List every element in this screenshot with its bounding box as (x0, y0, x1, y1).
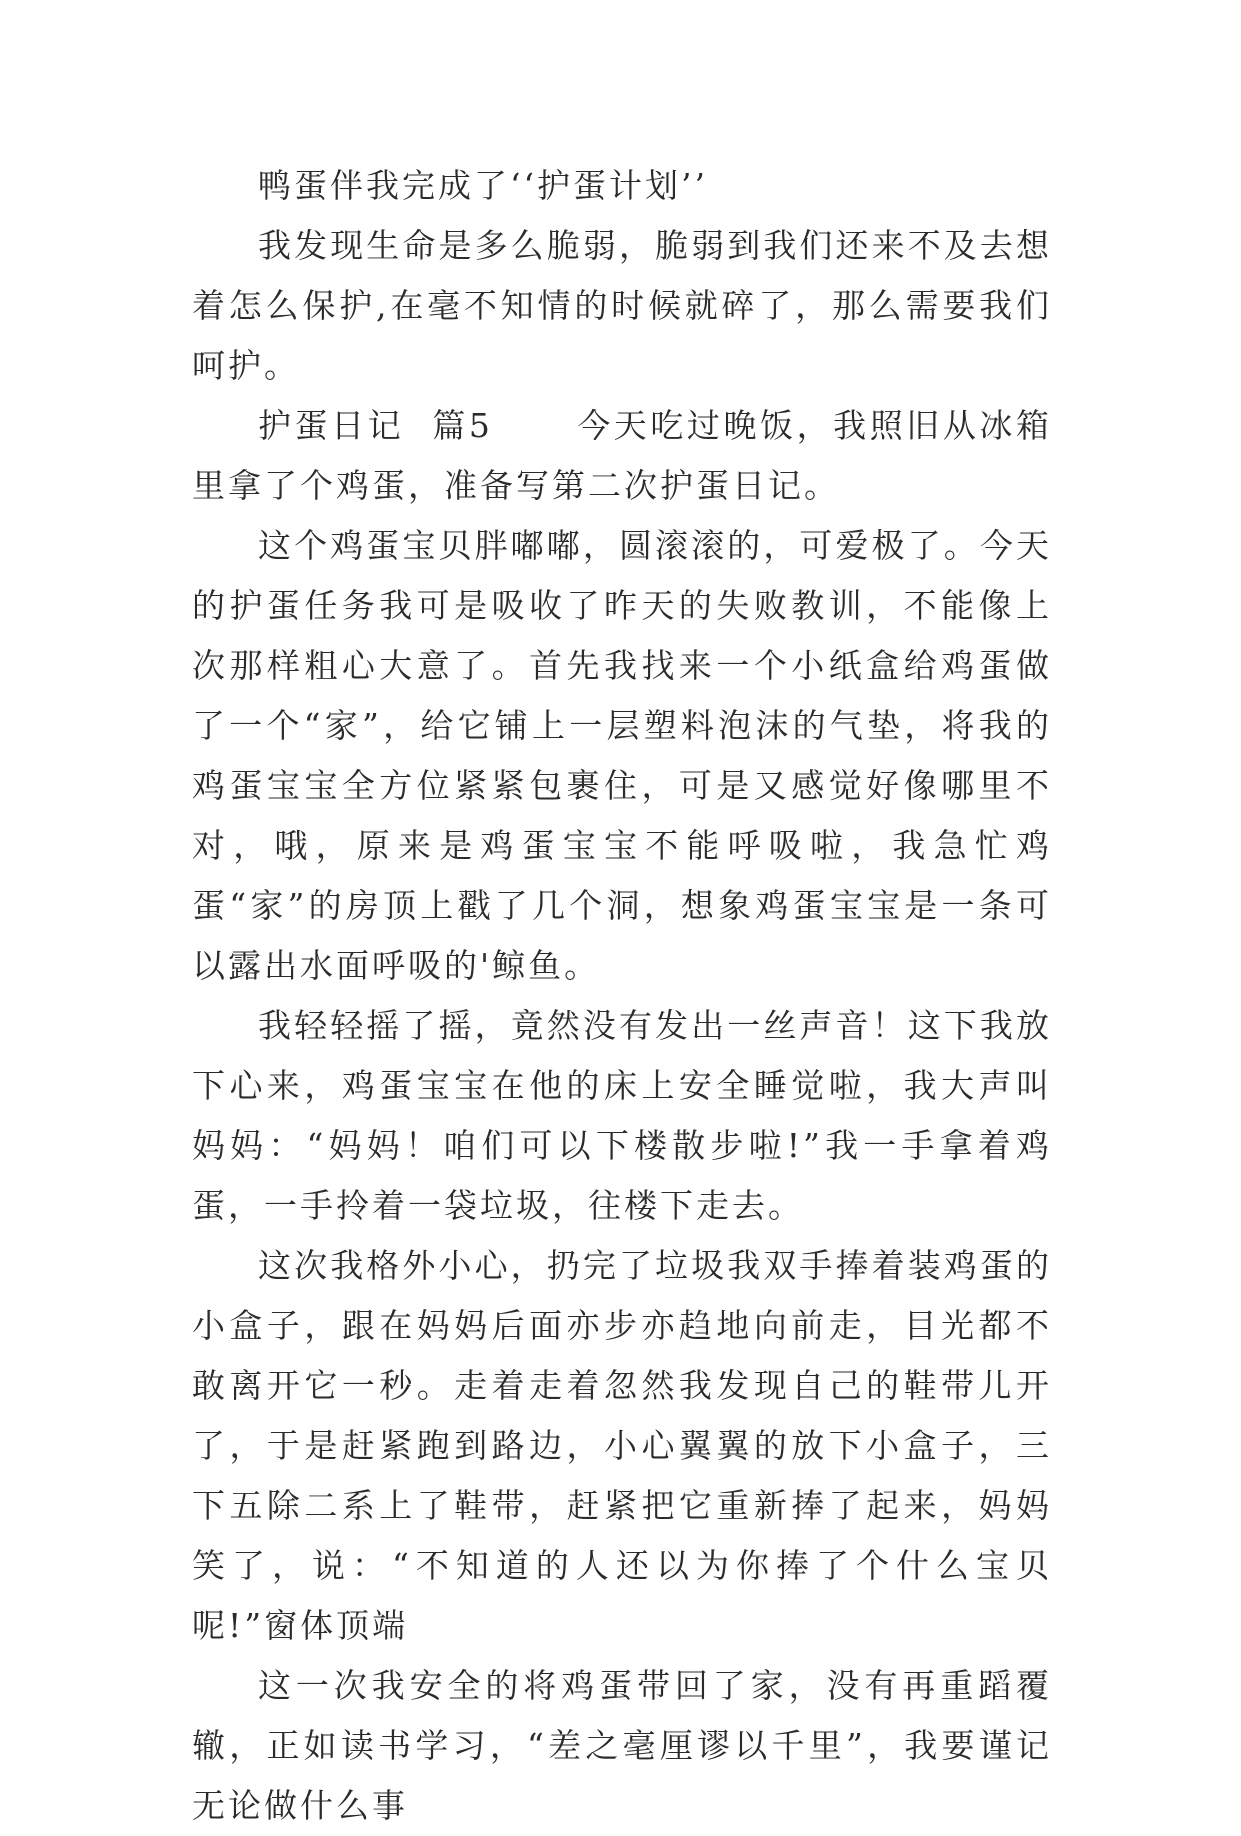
document-body (192, 156, 1052, 1836)
paragraph-safe-return: 这一次我安全的将鸡蛋带回了家，没有再重蹈覆辙，正如读书学习，“差之毫厘谬以千里”，我要谨记无论做什么事 (192, 1666, 1052, 1825)
paragraph-egg-home: 这个鸡蛋宝贝胖嘟嘟，圆滚滚的，可爱极了。今天的护蛋任务我可是吸收了昨天的失败教训，不能像上次那样粗心大意了。首先我找来一个小纸盒给鸡蛋做了一个“家”，给它铺上一层塑料泡沫的气垫，将我的鸡蛋宝宝全方位紧紧包裹住，可是又感觉好像哪里不对，哦，原来是鸡蛋宝宝不能呼吸啦，我急忙鸡蛋“家”的房顶上戳了几个洞，想象鸡蛋宝宝是一条可以露出水面呼吸的'鲸鱼。 (192, 526, 1052, 985)
paragraph-diary-heading: 护蛋日记 篇5 今天吃过晚饭，我照旧从冰箱里拿了个鸡蛋，准备写第二次护蛋日记。 (192, 406, 1052, 505)
paragraph-title-line: 鸭蛋伴我完成了‘‘护蛋计划’’ (258, 166, 708, 205)
paragraph-life-fragile: 我发现生命是多么脆弱，脆弱到我们还来不及去想着怎么保护,在毫不知情的时候就碎了，那么需要我们呵护。 (192, 226, 1052, 385)
paragraph-shake-egg: 我轻轻摇了摇，竟然没有发出一丝声音！这下我放下心来，鸡蛋宝宝在他的床上安全睡觉啦，我大声叫妈妈：“妈妈！咱们可以下楼散步啦!”我一手拿着鸡蛋，一手拎着一袋垃圾，往楼下走去。 (192, 1006, 1052, 1225)
paragraph-careful-walk: 这次我格外小心，扔完了垃圾我双手捧着装鸡蛋的小盒子，跟在妈妈后面亦步亦趋地向前走，目光都不敢离开它一秒。走着走着忽然我发现自己的鞋带儿开了，于是赶紧跑到路边，小心翼翼的放下小盒子，三下五除二系上了鞋带，赶紧把它重新捧了起来，妈妈笑了，说：“不知道的人还以为你捧了个什么宝贝呢!”窗体顶端 (192, 1246, 1052, 1645)
